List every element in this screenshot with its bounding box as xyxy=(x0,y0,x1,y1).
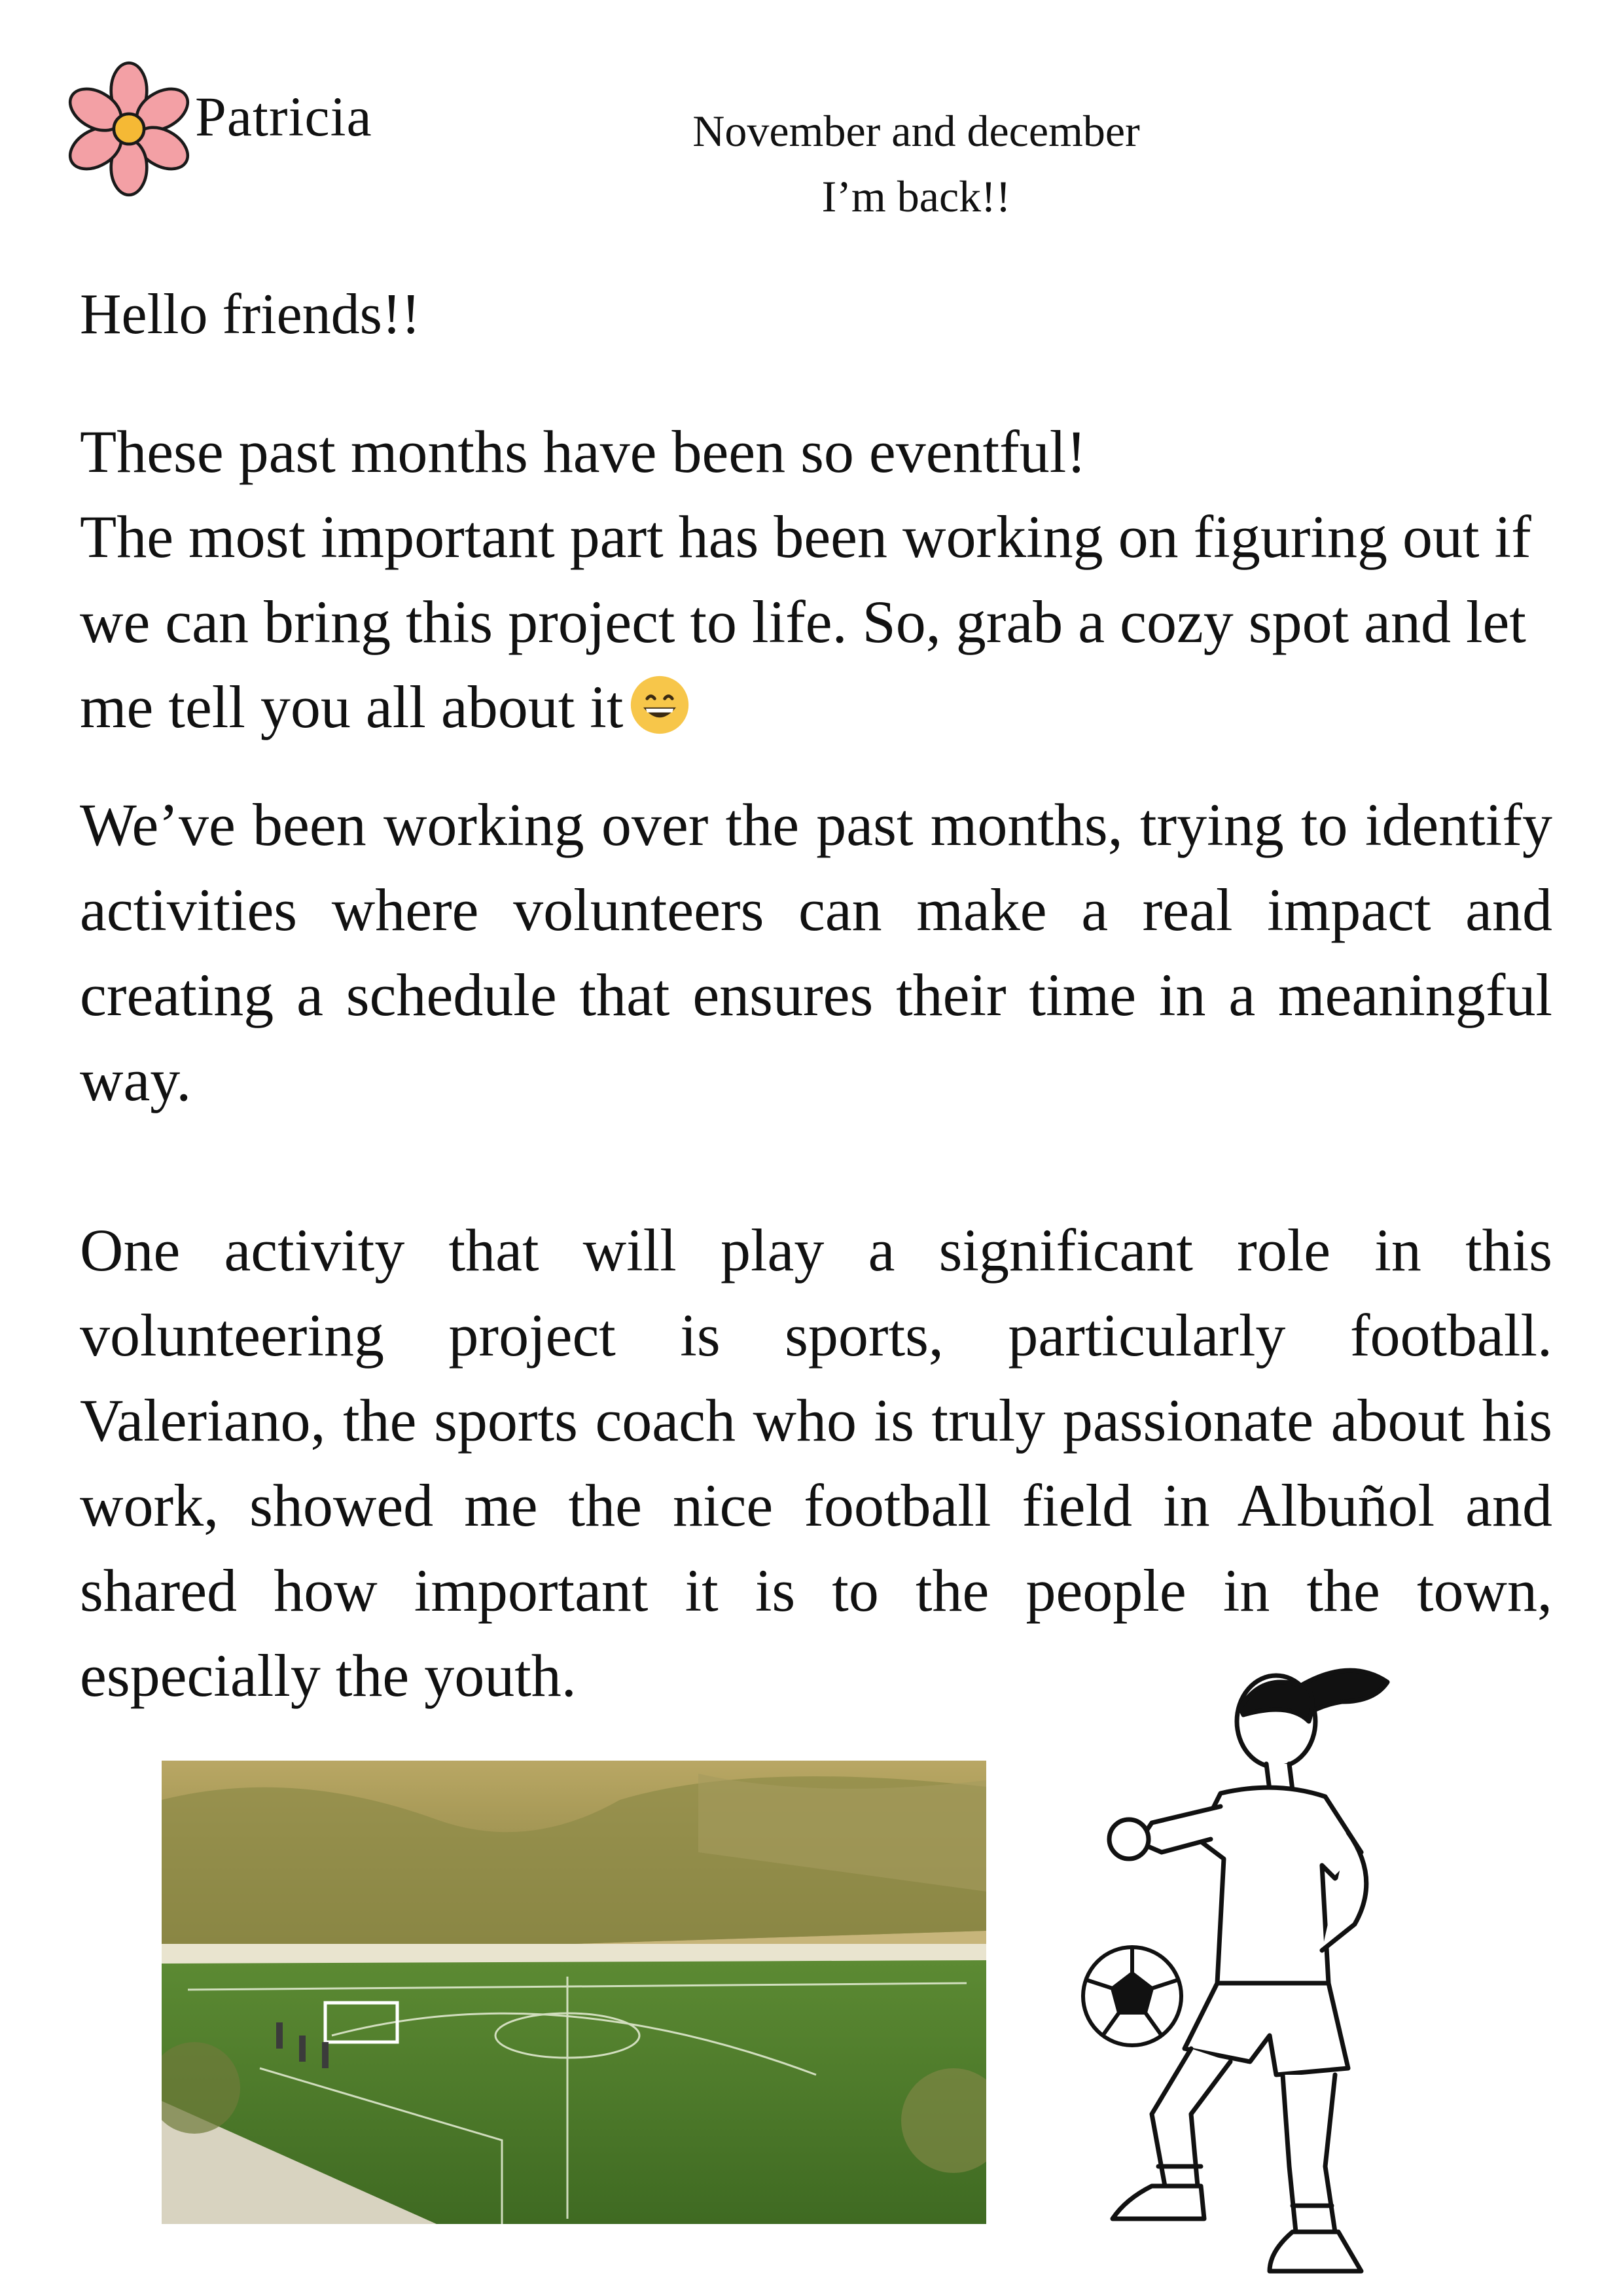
subtitle: I’m back!! xyxy=(821,171,1011,221)
paragraph-intro-rest: The most important part has been working on figuring out if we can bring this project to life. So, grab a cozy spot and let me tell you all about it xyxy=(80,503,1531,740)
header-date-block xyxy=(589,98,1243,229)
football-field-photo xyxy=(162,1761,986,2224)
author-name: Patricia xyxy=(195,85,372,148)
flower-icon xyxy=(60,60,198,198)
paragraph-intro-line1: These past months have been so eventful! xyxy=(80,418,1086,485)
paragraph-intro xyxy=(80,409,1552,749)
football-player-illustration xyxy=(1073,1643,1518,2284)
greeting: Hello friends!! xyxy=(80,283,421,346)
grinning-face-icon xyxy=(628,673,691,736)
paragraph-football: One activity that will play a significant role in this volunteering project is sports, particularly football. Valeriano, the sports coach who is truly passionate about his work, showed me the nice football field in Albuñol and shared how important it is to the people in the town, especially the youth. xyxy=(80,1217,1552,1709)
date-line: November and december xyxy=(692,106,1140,156)
paragraph-activities: We’ve been working over the past months, trying to identify activities where volunteers can make a real impact and creating a schedule that ensures their time in a meaningful way. xyxy=(80,791,1552,1113)
